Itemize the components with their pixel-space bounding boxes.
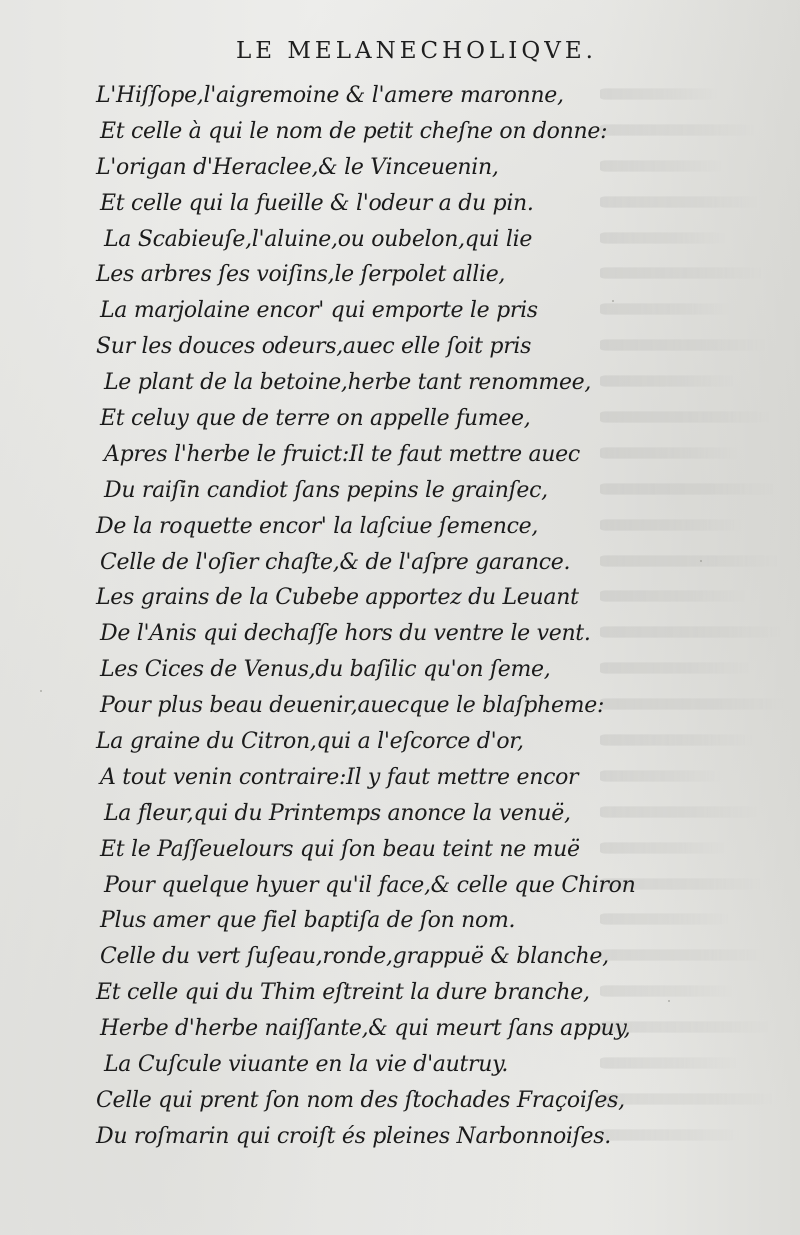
show-through-line xyxy=(600,124,757,135)
verse-line: Du raiſin candiot ſans pepins le grainſec, xyxy=(104,477,548,503)
verse-line: Et celuy que de terre on appelle fumee, xyxy=(100,406,531,432)
verse-line: Et celle qui la fueille & l'odeur a du pin. xyxy=(100,190,534,216)
verse-line: Pour plus beau deuenir,auecque le blaſpheme: xyxy=(100,693,605,719)
paper-speck xyxy=(668,1000,670,1002)
verse-line: Apres l'herbe le fruict:Il te faut mettre auec xyxy=(104,441,580,467)
show-through-line xyxy=(600,88,720,99)
show-through-line xyxy=(600,555,781,566)
show-through-line xyxy=(600,806,760,817)
poem-verses xyxy=(96,78,636,1155)
verse-line: Les arbres ſes voiſins,le ſerpolet allie, xyxy=(96,262,506,288)
verse-line: Le plant de la betoine,herbe tant renommee, xyxy=(104,370,592,396)
verse-line: Celle du vert ſuſeau,ronde,grappuë & blanche, xyxy=(100,944,609,970)
show-through-line xyxy=(600,160,724,171)
verse-line: Plus amer que fiel baptiſa de ſon nom. xyxy=(100,908,516,934)
verse-line: Les Cices de Venus,du baſilic qu'on ſeme, xyxy=(100,657,551,683)
show-through-line xyxy=(600,340,769,351)
verse-line: L'Hiſſope,l'aigremoine & l'amere maronne, xyxy=(96,83,564,108)
show-through-line xyxy=(600,914,731,925)
verse-line: La Scabieuſe,l'aluine,ou oubelon,qui lie xyxy=(104,226,533,252)
show-through-line xyxy=(600,304,732,315)
show-through-line xyxy=(600,734,756,745)
verse-line: La Cuſcule viuante en la vie d'autruy. xyxy=(104,1052,509,1078)
verse-line: La fleur,qui du Printemps anonce la venuë, xyxy=(104,800,571,826)
show-through-line xyxy=(600,232,728,243)
paper-speck xyxy=(40,690,42,692)
show-through-line xyxy=(600,591,748,602)
running-head: LE MELANECHOLIQVE. xyxy=(236,38,597,64)
show-through-line xyxy=(600,699,789,710)
show-through-line xyxy=(600,447,740,458)
show-through-line xyxy=(600,1093,776,1104)
show-through-line xyxy=(600,376,736,387)
paper-speck xyxy=(612,300,614,302)
show-through-line xyxy=(600,411,773,422)
show-through-line xyxy=(600,1129,743,1140)
show-through-line xyxy=(600,519,744,530)
show-through-line xyxy=(600,268,765,279)
verse-line: La graine du Citron,qui a l'eſcorce d'or, xyxy=(96,729,524,755)
show-through-line xyxy=(600,770,723,781)
show-through-line xyxy=(600,950,768,961)
verse-line: Herbe d'herbe naiſſante,& qui meurt ſans appuy, xyxy=(100,1016,631,1042)
show-through-line xyxy=(600,663,752,674)
show-through-text xyxy=(600,78,790,1158)
show-through-line xyxy=(600,483,777,494)
verse-line: De la roquette encor' la laſciue ſemence, xyxy=(96,513,539,539)
verse-line: L'origan d'Heraclee,& le Vinceuenin, xyxy=(96,154,499,180)
verse-line: La marjolaine encor' qui emporte le pris xyxy=(100,298,538,324)
verse-line: Celle de l'oſier chaſte,& de l'aſpre garance. xyxy=(100,549,571,575)
verse-line: De l'Anis qui dechaſſe hors du ventre le vent. xyxy=(100,621,591,647)
show-through-line xyxy=(600,627,785,638)
verse-line: Et celle à qui le nom de petit cheſne on donne: xyxy=(100,118,608,144)
verse-line: Et le Paſſeuelours qui ſon beau teint ne muë xyxy=(100,836,580,862)
show-through-line xyxy=(600,842,727,853)
show-through-line xyxy=(600,1057,739,1068)
verse-line: Sur les douces odeurs,auec elle ſoit pris xyxy=(96,334,532,360)
verse-line: Du roſmarin qui croiſt és pleines Narbonnoiſes. xyxy=(96,1123,611,1149)
verse-line: Les grains de la Cubebe apportez du Leuant xyxy=(96,585,579,611)
paper-speck xyxy=(700,560,702,562)
show-through-line xyxy=(600,196,761,207)
verse-line: Pour quelque hyuer qu'il face,& celle que Chiron xyxy=(104,872,636,898)
verse-line: Celle qui prent ſon nom des ſtochades Fraçoiſes, xyxy=(96,1087,625,1113)
verse-line: A tout venin contraire:Il y faut mettre encor xyxy=(100,764,579,790)
show-through-line xyxy=(600,986,735,997)
verse-line: Et celle qui du Thim eſtreint la dure branche, xyxy=(96,980,590,1006)
